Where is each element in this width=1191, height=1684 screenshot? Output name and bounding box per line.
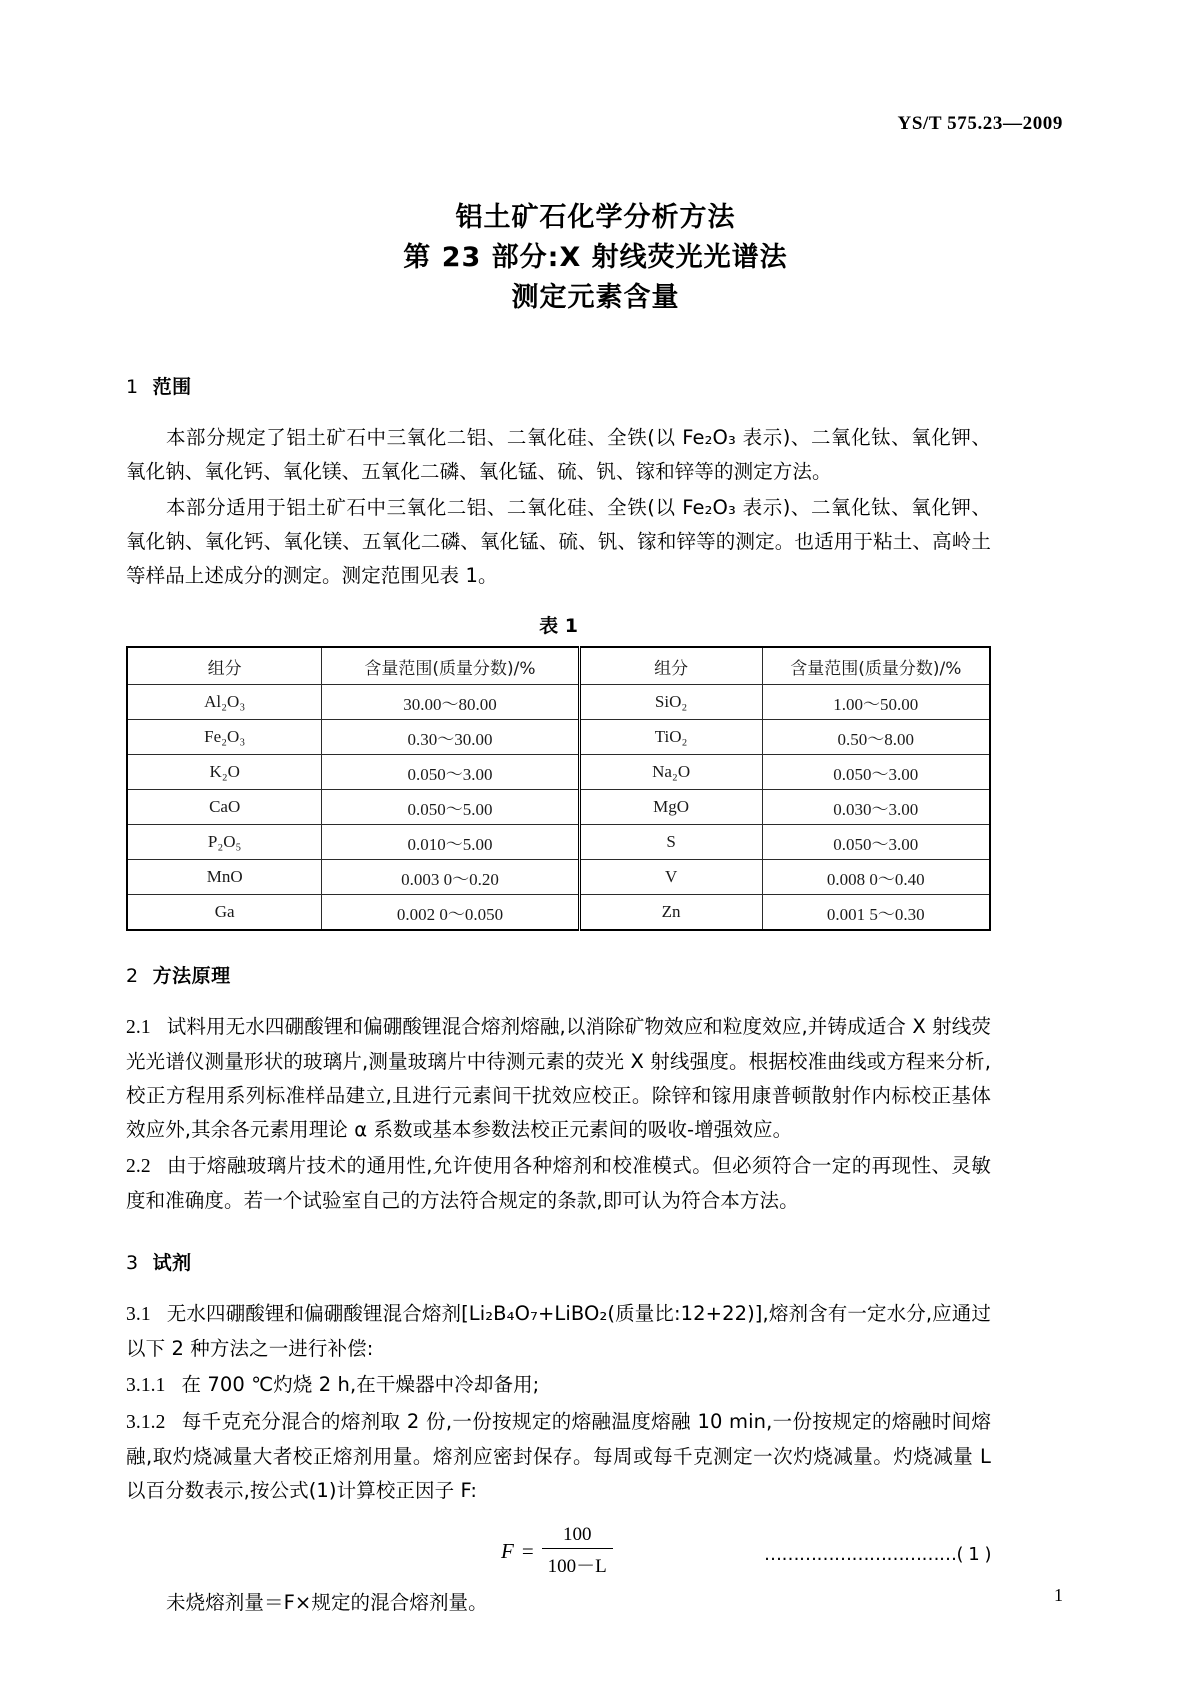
cell-range-left: 0.050～5.00 bbox=[322, 790, 579, 825]
document-body bbox=[126, 372, 991, 1622]
scope-paragraph-2: 本部分适用于铝土矿石中三氧化二铝、二氧化硅、全铁(以 Fe₂O₃ 表示)、二氧化钛、氧化钾、氧化钠、氧化钙、氧化镁、五氧化二磷、氧化锰、硫、钒、镓和锌等的测定。也适用于粘土、高岭土等样品上述成分的测定。测定范围见表 1。 bbox=[126, 496, 991, 587]
cell-component-right: Zn bbox=[579, 895, 762, 931]
formula-numerator: 100 bbox=[542, 1524, 613, 1549]
section-heading-scope bbox=[126, 372, 991, 399]
table-header-component-left: 组分 bbox=[127, 647, 322, 685]
cell-range-right: 0.50～8.00 bbox=[762, 720, 990, 755]
table-header-row bbox=[127, 647, 990, 685]
cell-component-right: S bbox=[579, 825, 762, 860]
running-header: YS/T 575.23—2009 bbox=[897, 113, 1063, 134]
cell-component-left: K₂O bbox=[127, 755, 322, 790]
table-row bbox=[127, 790, 990, 825]
cell-range-left: 30.00～80.00 bbox=[322, 685, 579, 720]
cell-range-right: 0.008 0～0.40 bbox=[762, 860, 990, 895]
table-row bbox=[127, 685, 990, 720]
formula-1 bbox=[501, 1524, 613, 1578]
clause-3-1 bbox=[126, 1297, 991, 1366]
clause-3-1-1 bbox=[126, 1368, 991, 1403]
scope-paragraph-1: 本部分规定了铝土矿石中三氧化二铝、二氧化硅、全铁(以 Fe₂O₃ 表示)、二氧化钛、氧化钾、氧化钠、氧化钙、氧化镁、五氧化二磷、氧化锰、硫、钒、镓和锌等的测定方法。 bbox=[126, 426, 991, 483]
formula-1-number: ……………………………( 1 ) bbox=[764, 1544, 991, 1565]
table-header-component-right: 组分 bbox=[579, 647, 762, 685]
table-header-range-left: 含量范围(质量分数)/% bbox=[322, 647, 579, 685]
cell-range-right: 0.030～3.00 bbox=[762, 790, 990, 825]
section-number-2: 2 bbox=[126, 965, 139, 987]
formula-1-row bbox=[126, 1522, 991, 1580]
title-line-3: 测定元素含量 bbox=[511, 282, 680, 313]
table-caption: 表 1 bbox=[539, 615, 578, 637]
cell-component-right: MgO bbox=[579, 790, 762, 825]
cell-range-left: 0.010～5.00 bbox=[322, 825, 579, 860]
table-row bbox=[127, 895, 990, 931]
clause-3-1-2-text: 每千克充分混合的熔剂取 2 份,一份按规定的熔融温度熔融 10 min,一份按规定的熔融时间熔融,取灼烧减量大者校正熔剂用量。熔剂应密封保存。每周或每千克测定一次灼烧减量。灼烧减量 L 以百分数表示,按公式(1)计算校正因子 F: bbox=[126, 1410, 991, 1502]
clause-2-1 bbox=[126, 1010, 991, 1147]
cell-component-left: MnO bbox=[127, 860, 322, 895]
table-row bbox=[127, 825, 990, 860]
cell-range-right: 0.050～3.00 bbox=[762, 825, 990, 860]
clause-3-1-1-text: 在 700 ℃灼烧 2 h,在干燥器中冷却备用; bbox=[181, 1373, 540, 1396]
clause-2-2 bbox=[126, 1149, 991, 1218]
cell-component-left: Fe₂O₃ bbox=[127, 720, 322, 755]
formula-denominator: 100－L bbox=[547, 1556, 607, 1577]
formula-equals: = bbox=[521, 1538, 534, 1563]
cell-range-right: 0.001 5～0.30 bbox=[762, 895, 990, 931]
cell-component-left: Ga bbox=[127, 895, 322, 931]
table-body bbox=[127, 685, 990, 931]
section-number-3: 3 bbox=[126, 1252, 139, 1274]
section-number-1: 1 bbox=[126, 376, 139, 398]
section-heading-principle bbox=[126, 961, 991, 988]
cell-component-left: Al₂O₃ bbox=[127, 685, 322, 720]
table-row bbox=[127, 755, 990, 790]
formula-fraction bbox=[542, 1524, 613, 1578]
section-title-1: 范围 bbox=[152, 376, 192, 398]
clause-3-1-text: 无水四硼酸锂和偏硼酸锂混合熔剂[Li₂B₄O₇+LiBO₂(质量比:12+22)],熔剂含有一定水分,应通过以下 2 种方法之一进行补偿: bbox=[126, 1302, 991, 1360]
post-formula-text: 未烧熔剂量＝F×规定的混合熔剂量。 bbox=[166, 1591, 488, 1614]
section-title-2: 方法原理 bbox=[152, 965, 231, 987]
clause-3-1-1-label: 3.1.1 bbox=[126, 1375, 166, 1396]
cell-component-right: Na₂O bbox=[579, 755, 762, 790]
cell-range-left: 0.050～3.00 bbox=[322, 755, 579, 790]
clause-2-2-label: 2.2 bbox=[126, 1156, 151, 1177]
cell-component-right: TiO₂ bbox=[579, 720, 762, 755]
clause-2-2-text: 由于熔融玻璃片技术的通用性,允许使用各种熔剂和校准模式。但必须符合一定的再现性、灵敏度和准确度。若一个试验室自己的方法符合规定的条款,即可认为符合本方法。 bbox=[126, 1154, 991, 1212]
page-number: 1 bbox=[1054, 1585, 1063, 1605]
clause-2-1-text: 试料用无水四硼酸锂和偏硼酸锂混合熔剂熔融,以消除矿物效应和粒度效应,并铸成适合 X 射线荧光光谱仪测量形状的玻璃片,测量玻璃片中待测元素的荧光 X 射线强度。根据校准曲线或方程来分析,校正方程用系列标准样品建立,且进行元素间干扰效应校正。除锌和镓用康普顿散射作内标校正基体效应外,其余各元素用理论 α 系数或基本参数法校正元素间的吸收-增强效应。 bbox=[126, 1015, 991, 1141]
formula-lhs: F bbox=[501, 1538, 514, 1563]
table-row bbox=[127, 720, 990, 755]
cell-component-left: CaO bbox=[127, 790, 322, 825]
cell-range-left: 0.30～30.00 bbox=[322, 720, 579, 755]
table-header-range-right: 含量范围(质量分数)/% bbox=[762, 647, 990, 685]
clause-3-1-label: 3.1 bbox=[126, 1304, 151, 1325]
clause-3-1-2-label: 3.1.2 bbox=[126, 1412, 166, 1433]
cell-range-left: 0.003 0～0.20 bbox=[322, 860, 579, 895]
section-title-3: 试剂 bbox=[152, 1252, 192, 1274]
cell-range-right: 0.050～3.00 bbox=[762, 755, 990, 790]
cell-component-right: V bbox=[579, 860, 762, 895]
page-title bbox=[0, 198, 1191, 318]
clause-2-1-label: 2.1 bbox=[126, 1017, 151, 1038]
section-heading-reagents bbox=[126, 1248, 991, 1275]
title-line-1: 铝土矿石化学分析方法 bbox=[455, 202, 736, 233]
cell-range-right: 1.00～50.00 bbox=[762, 685, 990, 720]
table-row bbox=[127, 860, 990, 895]
title-line-2: 第 23 部分:X 射线荧光光谱法 bbox=[403, 242, 788, 273]
measurement-range-table bbox=[126, 646, 991, 931]
cell-component-left: P₂O₅ bbox=[127, 825, 322, 860]
cell-component-right: SiO₂ bbox=[579, 685, 762, 720]
clause-3-1-2 bbox=[126, 1405, 991, 1508]
cell-range-left: 0.002 0～0.050 bbox=[322, 895, 579, 931]
